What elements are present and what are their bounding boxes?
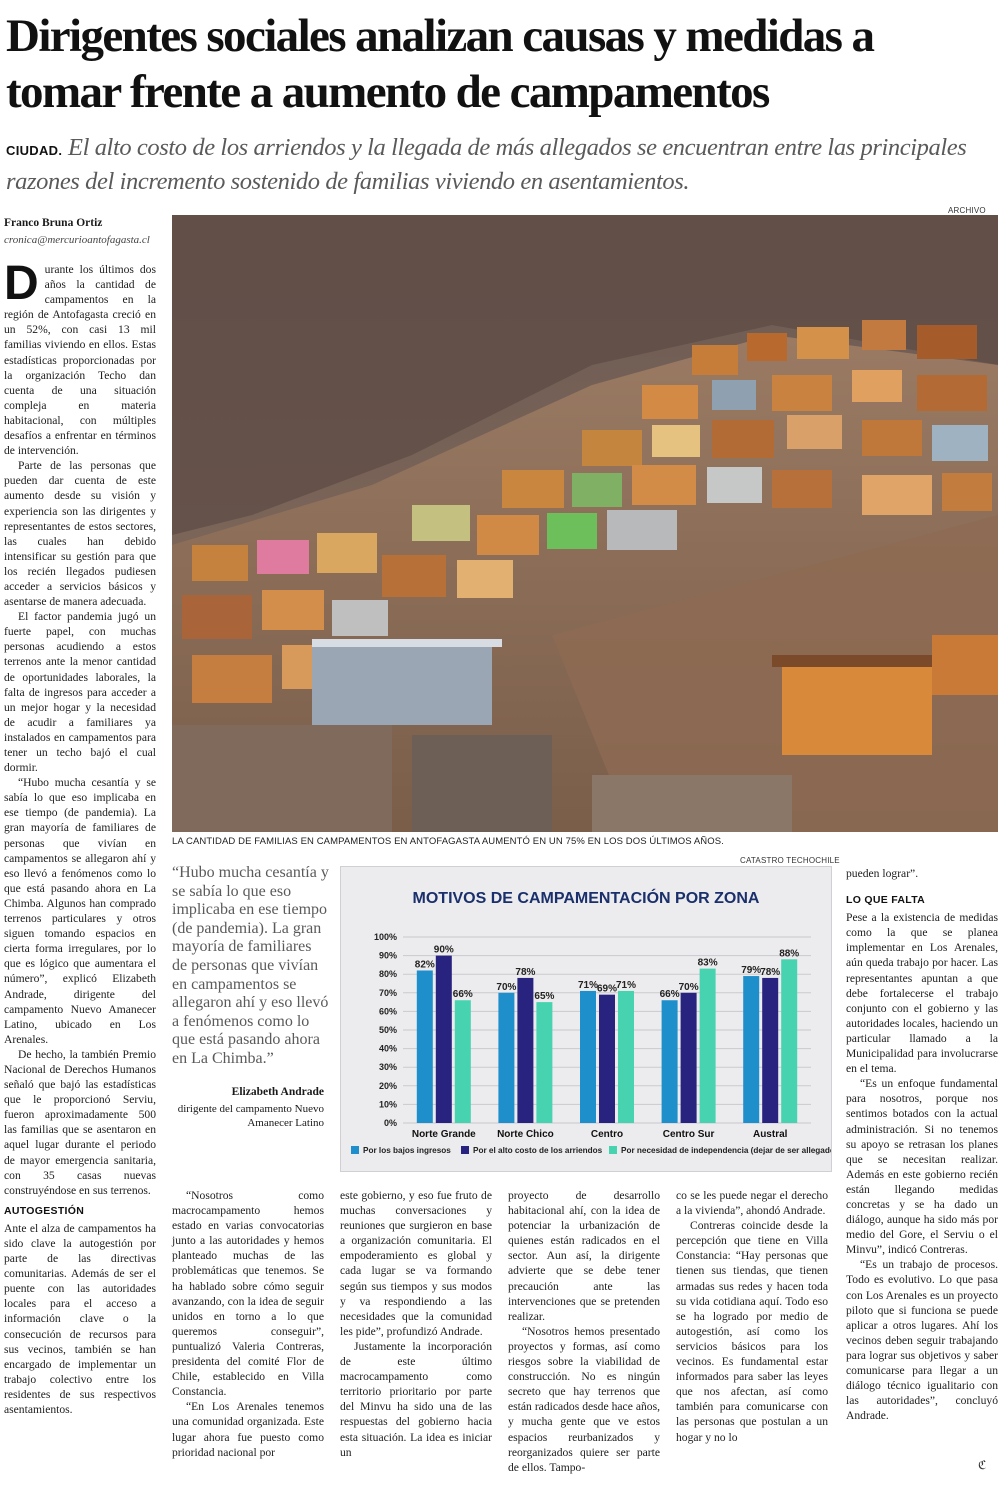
subhead-autogestion: AUTOGESTIÓN: [4, 1204, 85, 1217]
y-tick-label: 20%: [378, 1080, 397, 1091]
bar: [681, 993, 697, 1123]
column-3-paragraph-1: este gobierno, y eso fue fruto de muchas conversaciones y reuniones que surgieron en base a organización comunitaria. El empoderamiento es global y cada lugar se va formando según sus tiempos y sus modos y va respondiendo a las necesidades que la comunidad les pide”, profundizó Andrade.: [340, 1189, 492, 1338]
pull-quote-role: dirigente del campamento Nuevo Amanecer Latino: [177, 1103, 324, 1129]
category-label: Norte Grande: [411, 1129, 476, 1140]
pull-quote-author: Elizabeth Andrade: [231, 1086, 324, 1098]
article-column-4: [508, 1188, 660, 1475]
bar: [417, 970, 433, 1123]
paragraph-6: Ante el alza de campamentos ha sido clave la autogestión por parte de las directivas comunitarias. Además de ser el puente con las autoridades locales para el acceso a información clave o la consecución de recursos para sus vecinos, también se han encargado de implementar un trabajo colectivo entre los residentes de sus respectivos asentamientos.: [4, 1221, 156, 1417]
article-column-6: [846, 866, 998, 1423]
legend-swatch: [351, 1146, 359, 1154]
bar-value-label: 88%: [779, 948, 800, 960]
column-2-paragraph-1: “Nosotros como macrocampamento hemos estado en varias convocatorias junto a las autoridades y hemos planteado muchas de las problemáticas que tenemos. Se ha hablado sobre cómo seguir avanzando, con la idea de seguir unidos en torno a lo que queremos conseguir”, puntualizó Valeria Contreras, presidenta del comité Flor de Chile, establecido en Villa Constancia.: [172, 1189, 324, 1399]
category-label: Centro: [590, 1129, 624, 1140]
chart-data-labels: [415, 945, 800, 1003]
chart-bars: [414, 956, 797, 1123]
dropcap: D: [4, 257, 39, 310]
bar-chart: [341, 867, 831, 1171]
column-6-paragraph-1: Pese a la existencia de medidas como la que se planea implementar en Los Arenales, aún queda trabajo por hacer. Las representantes apuntan a que debe fortalecerse el trabajo conjunto con el gobierno y las autoridades locales, haciendo un particular llamado a la Municipalidad para involucrarse en el tema.: [846, 911, 998, 1076]
legend-label: Por el alto costo de los arriendos: [473, 1146, 603, 1155]
pull-quote: “Hubo mucha cesantía y se sabía lo que eso implicaba en ese tiempo (de pandemia). La gran mayoría de familiares de personas que vivían en campamentos se allegaron ahí y eso llevó a fenómenos como lo que está pasando ahora en La Chimba.”: [172, 864, 329, 1067]
y-tick-label: 30%: [378, 1062, 397, 1073]
y-tick-label: 40%: [378, 1043, 397, 1054]
article-column-3: [340, 1188, 492, 1460]
column-6-paragraph-2: “Es un enfoque fundamental para nosotros, porque nos sentimos botados con la actual administración. Si no tenemos su apoyo se retrasan los planes que se necesitan realizar. Además en este gobierno recién están llegando medidas concretas y se ha dado un diálogo, aunque ha sido más por medio del Gore, el Serviu o el Minvu”, indicó Contreras.: [846, 1077, 998, 1257]
bar-value-label: 66%: [452, 989, 473, 1001]
bar-value-label: 82%: [414, 959, 435, 971]
bar: [498, 993, 514, 1123]
paragraph-3: El factor pandemia jugó un fuerte papel, con muchas personas acudiendo a estos terrenos ante la menor cantidad de oportunidades laborales, la falta de ingresos para acceder a un mejor hogar y la necesidad de acudir a familiares ya instalados en campamentos para tener un techo bajó el cual dormir.: [4, 610, 156, 775]
y-tick-label: 70%: [378, 987, 397, 998]
legend-swatch: [609, 1146, 617, 1154]
y-tick-label: 100%: [373, 932, 397, 942]
bar: [618, 991, 634, 1123]
bar-value-label: 70%: [678, 981, 699, 993]
bar: [662, 1000, 678, 1123]
deck: [6, 132, 996, 197]
bar-value-label: 66%: [659, 989, 680, 1001]
bar-value-label: 70%: [496, 981, 517, 993]
y-tick-label: 0%: [383, 1118, 397, 1128]
column-3-paragraph-2: Justamente la incorporación de este último macrocampamento como territorio prioritario por parte del Minvu ha sido una de las respuestas del gobierno hacia esta situación. La idea es iniciar un: [340, 1339, 492, 1459]
chart-categories: [412, 1129, 788, 1140]
article-column-1: [4, 257, 156, 1417]
subhead-lo-que-falta: LO QUE FALTA: [846, 894, 926, 907]
bar-value-label: 79%: [741, 965, 762, 977]
bar: [436, 956, 452, 1123]
chart-title: MOTIVOS DE CAMPAMENTACIÓN POR ZONA: [412, 890, 760, 907]
chart-card: [340, 866, 832, 1172]
category-label: Austral: [752, 1129, 788, 1140]
column-2-paragraph-2: “En Los Arenales tenemos una comunidad organizada. Este lugar ahora fue puesto como prioridad nacional por: [172, 1400, 324, 1459]
category-label: Centro Sur: [662, 1129, 715, 1140]
bar-value-label: 90%: [433, 944, 454, 956]
bar: [517, 978, 533, 1123]
bar: [762, 978, 778, 1123]
paragraph-1: urante los últimos dos años la cantidad de campamentos en la región de Antofagasta creció en un 52%, con casi 13 mil familias viviendo en ellos. Estas estadísticas proporcionadas por la organización Techo dan cuenta de una situación compleja en materia habitacional, con múltiples desafíos a enfrentar en términos de intervención.: [4, 263, 156, 458]
paragraph-2: Parte de las personas que pueden dar cuenta de este aumento desde su visión y experiencia son las dirigentes y representantes de estos sectores, las cuales han debido intensificar su gestión para que los recién llegados pudiesen acceder a servicios básicos y asentarse de manera adecuada.: [4, 459, 156, 609]
bar: [700, 969, 716, 1123]
bar: [781, 959, 797, 1123]
column-6-paragraph-3: “Es un trabajo de procesos. Todo es evolutivo. Lo que pasa con Los Arenales es un proyecto piloto que si funciona se puede aplicar a otros lugares. Ahí los vecinos deben seguir trabajando para lograr sus objetivos y saber comunicarse para llegar a un diálogo técnico igualitario con las autoridades”, concluyó Andrade.: [846, 1258, 998, 1423]
column-6-paragraph-0: pueden lograr”.: [846, 867, 919, 880]
bar-value-label: 71%: [615, 979, 637, 991]
bar: [455, 1000, 471, 1123]
y-tick-label: 60%: [378, 1006, 397, 1017]
headline: Dirigentes sociales analizan causas y medidas a tomar frente a aumento de campamentos: [6, 10, 874, 118]
article-column-5: [676, 1188, 828, 1445]
paragraph-5: De hecho, la también Premio Nacional de Derechos Humanos señaló que bajó las estadísticas que le proporcionó Serviu, fueron aproximadamente 500 las familias que se asentaron en aquel lugar durante el periodo de mayor emergencia sanitaria, con 35 casas nuevas construyéndose en sus terrenos.: [4, 1047, 156, 1197]
y-tick-label: 50%: [378, 1025, 397, 1035]
bar: [599, 995, 615, 1123]
photo-caption: LA CANTIDAD DE FAMILIAS EN CAMPAMENTOS EN ANTOFAGASTA AUMENTÓ EN UN 75% EN LOS DOS ÚLTIMOS AÑOS.: [172, 836, 724, 847]
category-label: Norte Chico: [497, 1129, 554, 1140]
y-tick-label: 10%: [378, 1099, 397, 1110]
bar: [743, 976, 759, 1123]
campamento-photo: [172, 215, 998, 832]
bar: [536, 1002, 552, 1123]
legend-label: Por necesidad de independencia (dejar de ser allegado): [621, 1146, 831, 1155]
section-label: CIUDAD.: [6, 143, 63, 158]
author-name: Franco Bruna Ortiz: [4, 217, 103, 229]
legend-swatch: [461, 1146, 469, 1154]
article-column-2: [172, 1188, 324, 1460]
author-email[interactable]: cronica@mercurioantofagasta.cl: [4, 234, 150, 246]
bar-value-label: 78%: [515, 966, 536, 978]
paragraph-4: “Hubo mucha cesantía y se sabía lo que eso implicaba en ese tiempo (de pandemia). La gran mayoría de familiares de personas que vivían en campamentos se allegaron ahí y eso llevó a fenómenos como lo que está pasando ahora en La Chimba. Algunos han comprado terrenos particulares y otros siguen tomando espacios en cierta forma irregulares, por lo que es lógico que aumentara el número”, explicó Elizabeth Andrade, dirigente del campamento Nuevo Amanecer Latino, ubicado en Los Arenales.: [4, 776, 156, 1046]
deck-text: El alto costo de los arriendos y la llegada de más allegados se encuentran entre las principales razones del incremento sostenido de familias viviendo en asentamientos.: [6, 134, 967, 195]
chart-legend: [351, 1146, 831, 1155]
legend-label: Por los bajos ingresos: [363, 1146, 451, 1155]
column-5-paragraph-1: co se les puede negar el derecho a la vivienda”, ahondó Andrade.: [676, 1189, 828, 1218]
chart-credit: CATASTRO TECHOCHILE: [740, 856, 840, 865]
column-4-paragraph-2: “Nosotros hemos presentado proyectos y formas, así como riesgos sobre la viabilidad de construcción. No es ningún secreto que hay terrenos que están radicados desde hace años, y mucha gente que ve estos espacios reurbanizados y reorganizados quiere ser parte de ellos. Tampo-: [508, 1324, 660, 1474]
column-4-paragraph-1: proyecto de desarrollo habitacional ahí, con la idea de potenciar la urbanización de quienes están radicados en el sector. Aun así, la dirigente advierte que se debe tener precaución ante las intervenciones que se pretenden realizar.: [508, 1189, 660, 1323]
column-5-paragraph-2: Contreras coincide desde la percepción que tiene en Villa Constancia: “Hay personas que tienen sus tiendas, que tienen armadas sus redes y hacen toda su vida cotidiana aquí. Todo eso se ha logrado por medio de autogestión, así como los servicios básicos para los vecinos. Es fundamental estar informados para saber las leyes que nos afectan, así como también para comunicarse con las personas que postulan a un hogar y no lo: [676, 1219, 828, 1444]
end-mark-icon: ℭ: [978, 1458, 987, 1472]
bar: [580, 991, 596, 1123]
bar-value-label: 65%: [534, 991, 555, 1003]
chart-y-ticks: [374, 932, 397, 1128]
hillside-settlement-illustration: [172, 215, 998, 832]
photo-credit: ARCHIVO: [948, 206, 986, 215]
bar-value-label: 78%: [760, 966, 781, 978]
bar-value-label: 69%: [596, 983, 618, 995]
bar-value-label: 83%: [697, 957, 718, 969]
bar-value-label: 71%: [577, 979, 599, 991]
y-tick-label: 80%: [378, 969, 397, 980]
y-tick-label: 90%: [378, 950, 397, 961]
